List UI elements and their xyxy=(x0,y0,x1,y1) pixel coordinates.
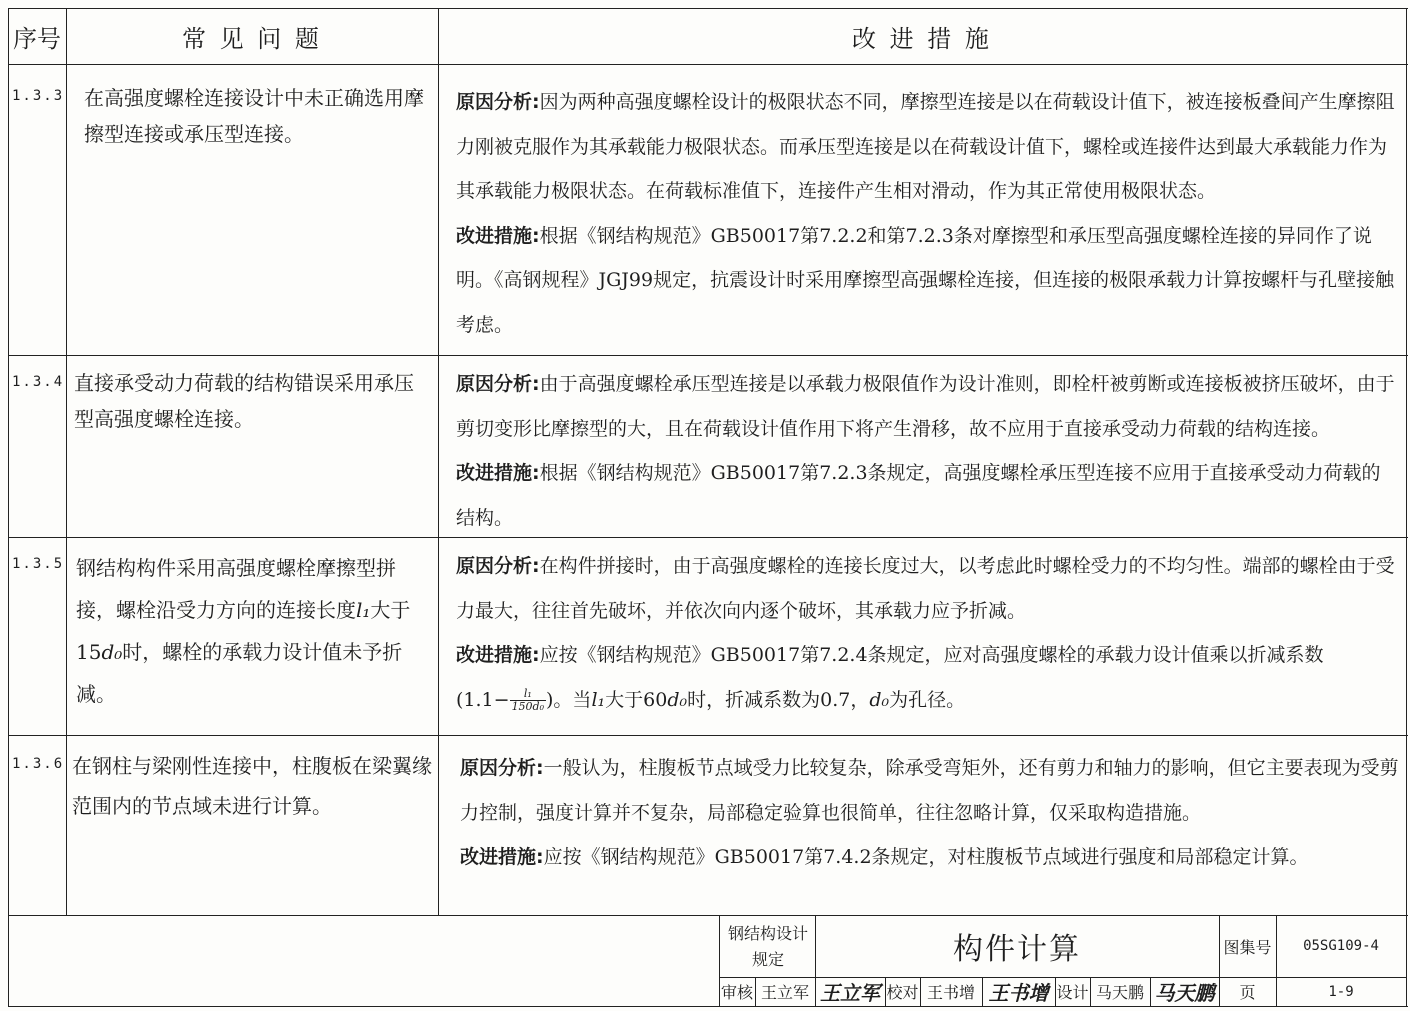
analysis-label: 原因分析: xyxy=(456,373,540,395)
header-divider xyxy=(8,64,1408,65)
analysis-text: 在构件拼接时，由于高强度螺栓的连接长度过大，以考虑此时螺栓受力的不均匀性。端部的螺栓由于受力最大，往往首先破坏，并依次向内逐个破坏，其承载力应予折减。 xyxy=(456,555,1395,622)
symbol-l1: l₁ xyxy=(591,688,606,711)
fraction xyxy=(510,688,546,713)
row-measures xyxy=(456,544,1398,722)
analysis-label: 原因分析: xyxy=(456,555,540,577)
improvement-measure xyxy=(456,214,1398,348)
header-seq: 序号 xyxy=(13,24,61,53)
measure-label: 改进措施: xyxy=(456,462,540,484)
tb-review-label: 审核 xyxy=(720,983,753,1002)
cause-analysis xyxy=(456,362,1398,451)
measure-label: 改进措施: xyxy=(460,846,544,868)
analysis-text: 因为两种高强度螺栓设计的极限状态不同，摩擦型连接是以在荷载设计值下，被连接板叠间产生摩擦阻力刚被克服作为其承载能力极限状态。而承压型连接是以在荷载设计值下，螺栓或连接件达到最大承载能力作为其承载能力极限状态。在荷载标准值下，连接件产生相对滑动，作为其正常使用极限状态。 xyxy=(456,91,1395,202)
tb-atlas-label: 图集号 xyxy=(1223,937,1272,957)
header-problem: 常 见 问 题 xyxy=(182,24,322,53)
formula-text: 为孔径。 xyxy=(889,688,966,711)
formula-text: (1.1− xyxy=(456,688,510,711)
row-measures xyxy=(460,746,1400,880)
analysis-text: 由于高强度螺栓承压型连接是以承载力极限值作为设计准则，即栓杆被剪断或连接板被挤压破坏，由于剪切变形比摩擦型的大，且在荷载设计值作用下将产生滑移，故不应用于直接承受动力荷载的结构连接。 xyxy=(456,373,1395,440)
tb-title: 构件计算 xyxy=(953,932,1081,967)
symbol-d0: d₀ xyxy=(869,688,890,711)
issue-text: 时，螺栓的承载力设计值未予折减。 xyxy=(76,640,403,706)
row-issue: 在钢柱与梁刚性连接中，柱腹板在梁翼缘范围内的节点域未进行计算。 xyxy=(72,754,432,818)
improvement-measure xyxy=(456,633,1398,678)
tb-reviewer-signature: 王立军 xyxy=(820,981,880,1005)
cause-analysis xyxy=(460,746,1400,835)
tb-category: 钢结构设计规定 xyxy=(728,924,808,969)
tb-designer: 马天鹏 xyxy=(1095,983,1144,1002)
row-divider xyxy=(8,735,1408,736)
measure-text: 应按《钢结构规范》GB50017第7.4.2条规定，对柱腹板节点域进行强度和局部稳定计算。 xyxy=(543,846,1309,868)
tb-check-label: 校对 xyxy=(886,983,919,1002)
analysis-label: 原因分析: xyxy=(456,91,540,113)
row-issue: 直接承受动力荷载的结构错误采用承压型高强度螺栓连接。 xyxy=(74,371,414,431)
issue-text: 大于15 xyxy=(76,598,411,664)
measure-text: 应按《钢结构规范》GB50017第7.2.4条规定，应对高强度螺栓的承载力设计值乘以折减系数 xyxy=(539,644,1324,666)
measure-label: 改进措施: xyxy=(456,224,540,247)
formula-text: 大于60 xyxy=(605,688,668,711)
table-border-left xyxy=(8,8,9,1006)
row-number: 1.3.5 xyxy=(12,556,65,572)
tb-atlas-no: 05SG109-4 xyxy=(1303,938,1379,954)
col-divider xyxy=(66,8,67,915)
symbol-l1: l₁ xyxy=(356,598,371,622)
symbol-d0: d₀ xyxy=(101,640,123,664)
analysis-text: 一般认为，柱腹板节点域受力比较复杂，除承受弯矩外，还有剪力和轴力的影响，但它主要表现为受剪力控制，强度计算并不复杂，局部稳定验算也很简单，往往忽略计算，仅采取构造措施。 xyxy=(460,757,1399,824)
symbol-d0: d₀ xyxy=(667,688,688,711)
fraction-denominator: 150d₀ xyxy=(511,700,545,713)
row-number: 1.3.4 xyxy=(12,374,65,390)
tb-reviewer: 王立军 xyxy=(760,983,809,1002)
fraction-numerator: l₁ xyxy=(510,688,546,701)
formula-text: )。当 xyxy=(546,688,592,711)
table-border-bottom xyxy=(8,1006,1408,1007)
table-border-right xyxy=(1406,8,1407,1006)
measure-text: 根据《钢结构规范》GB50017第7.2.2和第7.2.3条对摩擦型和承压型高强度螺栓连接的异同作了说明。《高钢规程》JGJ99规定，抗震设计时采用摩擦型高强螺栓连接，但连接的极限承载力计算按螺杆与孔壁接触考虑。 xyxy=(456,224,1395,336)
analysis-label: 原因分析: xyxy=(460,757,544,779)
tb-checker-signature: 王书增 xyxy=(988,981,1049,1005)
tb-design-label: 设计 xyxy=(1056,983,1089,1002)
reduction-formula xyxy=(456,678,1398,723)
row-issue xyxy=(76,547,432,715)
col-divider xyxy=(438,8,439,915)
tb-page-label: 页 xyxy=(1239,983,1256,1002)
row-measures xyxy=(456,362,1398,540)
formula-text: 时，折减系数为0.7， xyxy=(687,688,870,711)
header-measure: 改 进 措 施 xyxy=(852,24,992,53)
tb-designer-signature: 马天鹏 xyxy=(1154,981,1215,1005)
measure-text: 根据《钢结构规范》GB50017第7.2.3条规定，高强度螺栓承压型连接不应用于直接承受动力荷载的结构。 xyxy=(456,462,1381,529)
row-number: 1.3.3 xyxy=(12,88,65,104)
row-measures xyxy=(456,80,1398,347)
cause-analysis xyxy=(456,80,1398,214)
row-number: 1.3.6 xyxy=(12,756,65,772)
measure-label: 改进措施: xyxy=(456,644,540,666)
cause-analysis xyxy=(456,544,1398,633)
row-issue: 在高强度螺栓连接设计中未正确选用摩擦型连接或承压型连接。 xyxy=(84,86,424,146)
row-divider xyxy=(8,355,1408,356)
tb-checker: 王书增 xyxy=(926,983,975,1002)
tb-page-no: 1-9 xyxy=(1328,983,1354,1000)
improvement-measure xyxy=(460,835,1400,880)
improvement-measure xyxy=(456,451,1398,540)
issue-text: 钢结构构件采用高强度螺栓摩擦型拼接，螺栓沿受力方向的连接长度 xyxy=(76,556,396,622)
